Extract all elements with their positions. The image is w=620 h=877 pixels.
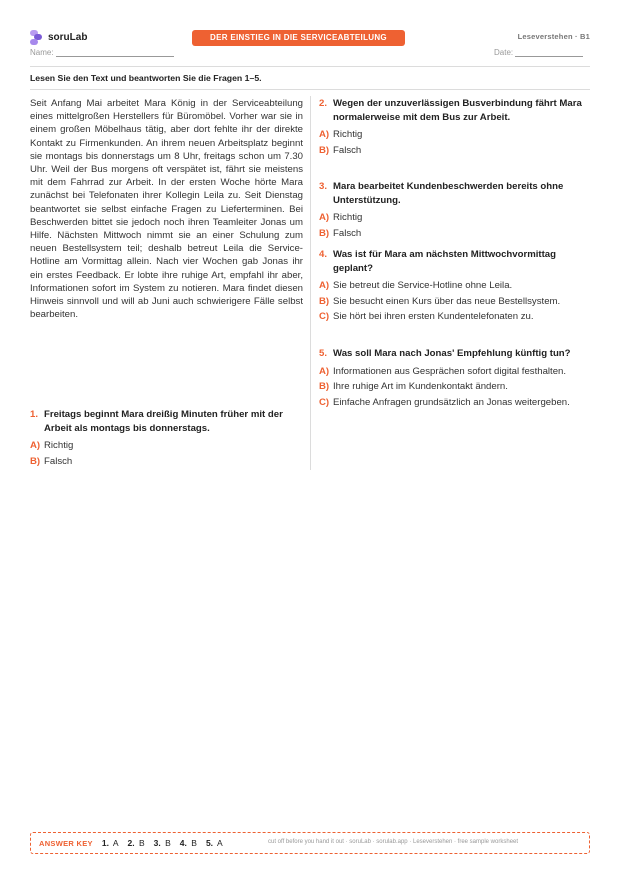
option-a[interactable]: [319, 128, 590, 142]
answer-key-label: ANSWER KEY: [39, 838, 93, 848]
date-line[interactable]: [515, 48, 583, 57]
question-number: 3.: [319, 181, 328, 192]
option-b[interactable]: [319, 227, 590, 241]
question-number: 2.: [319, 98, 328, 109]
question-number: 4.: [319, 249, 328, 260]
option-letter: C): [319, 396, 330, 408]
option-text: Einfache Anfragen grundsätzlich an Jonas weitergeben.: [333, 396, 570, 408]
question-stem: [319, 97, 590, 124]
column-divider: [310, 96, 311, 470]
question-2: [319, 97, 590, 159]
question-options: [30, 439, 303, 468]
question-text: Was soll Mara nach Jonas' Empfehlung künftig tun?: [333, 348, 571, 359]
question-options: [319, 128, 590, 157]
date-label: Date:: [494, 48, 514, 57]
option-text: Richtig: [44, 440, 74, 451]
option-letter: A): [30, 440, 41, 451]
answer-key-note: cut off before you hand it out · soruLab · sorulab.app · Leseverstehen · free sample worksheet: [268, 839, 519, 845]
option-letter: B): [319, 144, 330, 156]
option-c[interactable]: [319, 396, 590, 410]
option-letter: B): [319, 381, 330, 392]
option-text: Sie betreut die Service-Hotline ohne Leila.: [333, 280, 513, 291]
question-1: [30, 408, 303, 470]
instruction: Lesen Sie den Text und beantworten Sie die Fragen 1–5.: [30, 73, 262, 83]
option-a[interactable]: [319, 365, 590, 379]
option-letter: B): [319, 295, 330, 307]
instruction-divider: [30, 89, 590, 90]
option-letter: A): [319, 365, 330, 377]
question-4: [319, 248, 590, 326]
option-a[interactable]: [319, 279, 590, 293]
option-a[interactable]: [30, 439, 303, 453]
answer-key-item: 5. A: [205, 838, 223, 848]
option-letter: A): [319, 129, 330, 140]
option-letter: C): [319, 311, 330, 322]
question-text: Freitags beginnt Mara dreißig Minuten früher mit der Arbeit als montags bis donnerstags.: [44, 409, 283, 434]
option-text: Richtig: [333, 212, 363, 223]
option-letter: A): [319, 212, 330, 223]
option-letter: A): [319, 280, 330, 291]
question-number: 5.: [319, 348, 328, 359]
question-5: [319, 347, 590, 411]
option-letter: B): [319, 227, 330, 239]
sorulab-logo-icon: [30, 30, 43, 45]
answer-key-item: 4. B: [179, 838, 197, 848]
worksheet-meta: Leseverstehen · B1: [517, 32, 590, 41]
name-label: Name:: [30, 48, 54, 57]
question-text: Was ist für Mara am nächsten Mittwochvormittag geplant?: [333, 249, 557, 274]
option-b[interactable]: [319, 295, 590, 309]
question-number: 1.: [30, 409, 39, 420]
option-b[interactable]: [319, 380, 590, 394]
option-b[interactable]: [30, 455, 303, 469]
topic-badge: DER EINSTIEG IN DIE SERVICEABTEILUNG: [192, 30, 405, 46]
brand-name: soruLab: [48, 32, 88, 43]
answer-key-item: 2. B: [127, 838, 145, 848]
option-text: Ihre ruhige Art im Kundenkontakt ändern.: [333, 381, 508, 392]
option-text: Falsch: [333, 144, 362, 156]
option-text: Falsch: [333, 227, 362, 239]
question-options: [319, 365, 590, 410]
question-stem: [319, 248, 590, 275]
question-stem: [319, 347, 590, 361]
option-text: Sie besucht einen Kurs über das neue Bestellsystem.: [333, 295, 561, 307]
option-text: Informationen aus Gesprächen sofort digital festhalten.: [333, 365, 567, 377]
question-stem: [319, 180, 590, 207]
option-c[interactable]: [319, 310, 590, 324]
header-divider: [30, 66, 590, 67]
option-a[interactable]: [319, 211, 590, 225]
question-text: Mara bearbeitet Kundenbeschwerden bereits ohne Unterstützung.: [333, 181, 564, 206]
option-text: Falsch: [44, 455, 73, 467]
date-field[interactable]: [494, 48, 583, 57]
question-options: [319, 211, 590, 240]
option-text: Sie hört bei ihren ersten Kundentelefonaten zu.: [333, 311, 534, 322]
question-options: [319, 279, 590, 324]
answer-key-item: 3. B: [153, 838, 171, 848]
name-line[interactable]: [56, 48, 174, 57]
question-text: Wegen der unzuverlässigen Busverbindung fährt Mara normalerweise mit dem Bus zur Arbeit.: [333, 98, 582, 123]
option-letter: B): [30, 455, 41, 467]
option-text: Richtig: [333, 129, 363, 140]
name-field[interactable]: [30, 48, 174, 57]
question-stem: [30, 408, 303, 435]
answer-key-item: 1. A: [101, 838, 119, 848]
option-b[interactable]: [319, 144, 590, 158]
brand: [30, 30, 87, 45]
answer-key: [30, 832, 590, 854]
question-3: [319, 180, 590, 242]
reading-text: Seit Anfang Mai arbeitet Mara König in der Serviceabteilung eines mittelgroßen Herstellers für Büromöbel. Vorher war sie in einem großen Möbelhaus tätig, aber dort fehlte ihr der direkte Kontakt zu Firmenkunden. An ihrem neuen Arbeitsplatz beginnt sie montags bis donnerstags um 8 Uhr, freitags schon um 7.30 Uhr. Weil der Bus morgens oft verspätet ist, fährt sie meistens mit dem Fahrrad zur Arbeit. In der ersten Woche hörte Mara zunächst bei Telefonaten ihrer Kollegin Leila zu. Seit Dienstag beantwortet sie selbst einfache Fragen zu Lieferterminen. Bei Beschwerden bittet sie jedoch noch ihren Teamleiter Jonas um Hilfe. Nächsten Mittwoch nimmt sie an einer Schulung zum neuen Bestellsystem teil; deshalb betreut Leila die Service-Hotline am Vormittag allein. Nach vier Wochen gab Jonas ihr ein erstes Feedback. Er lobte ihre ruhige Art, empfahl ihr aber, Informationen sofort im System zu notieren. Mara findet diesen Hinweis sinnvoll und will ab Juni auch schwierigere Fälle selbst bearbeiten.: [30, 98, 303, 321]
